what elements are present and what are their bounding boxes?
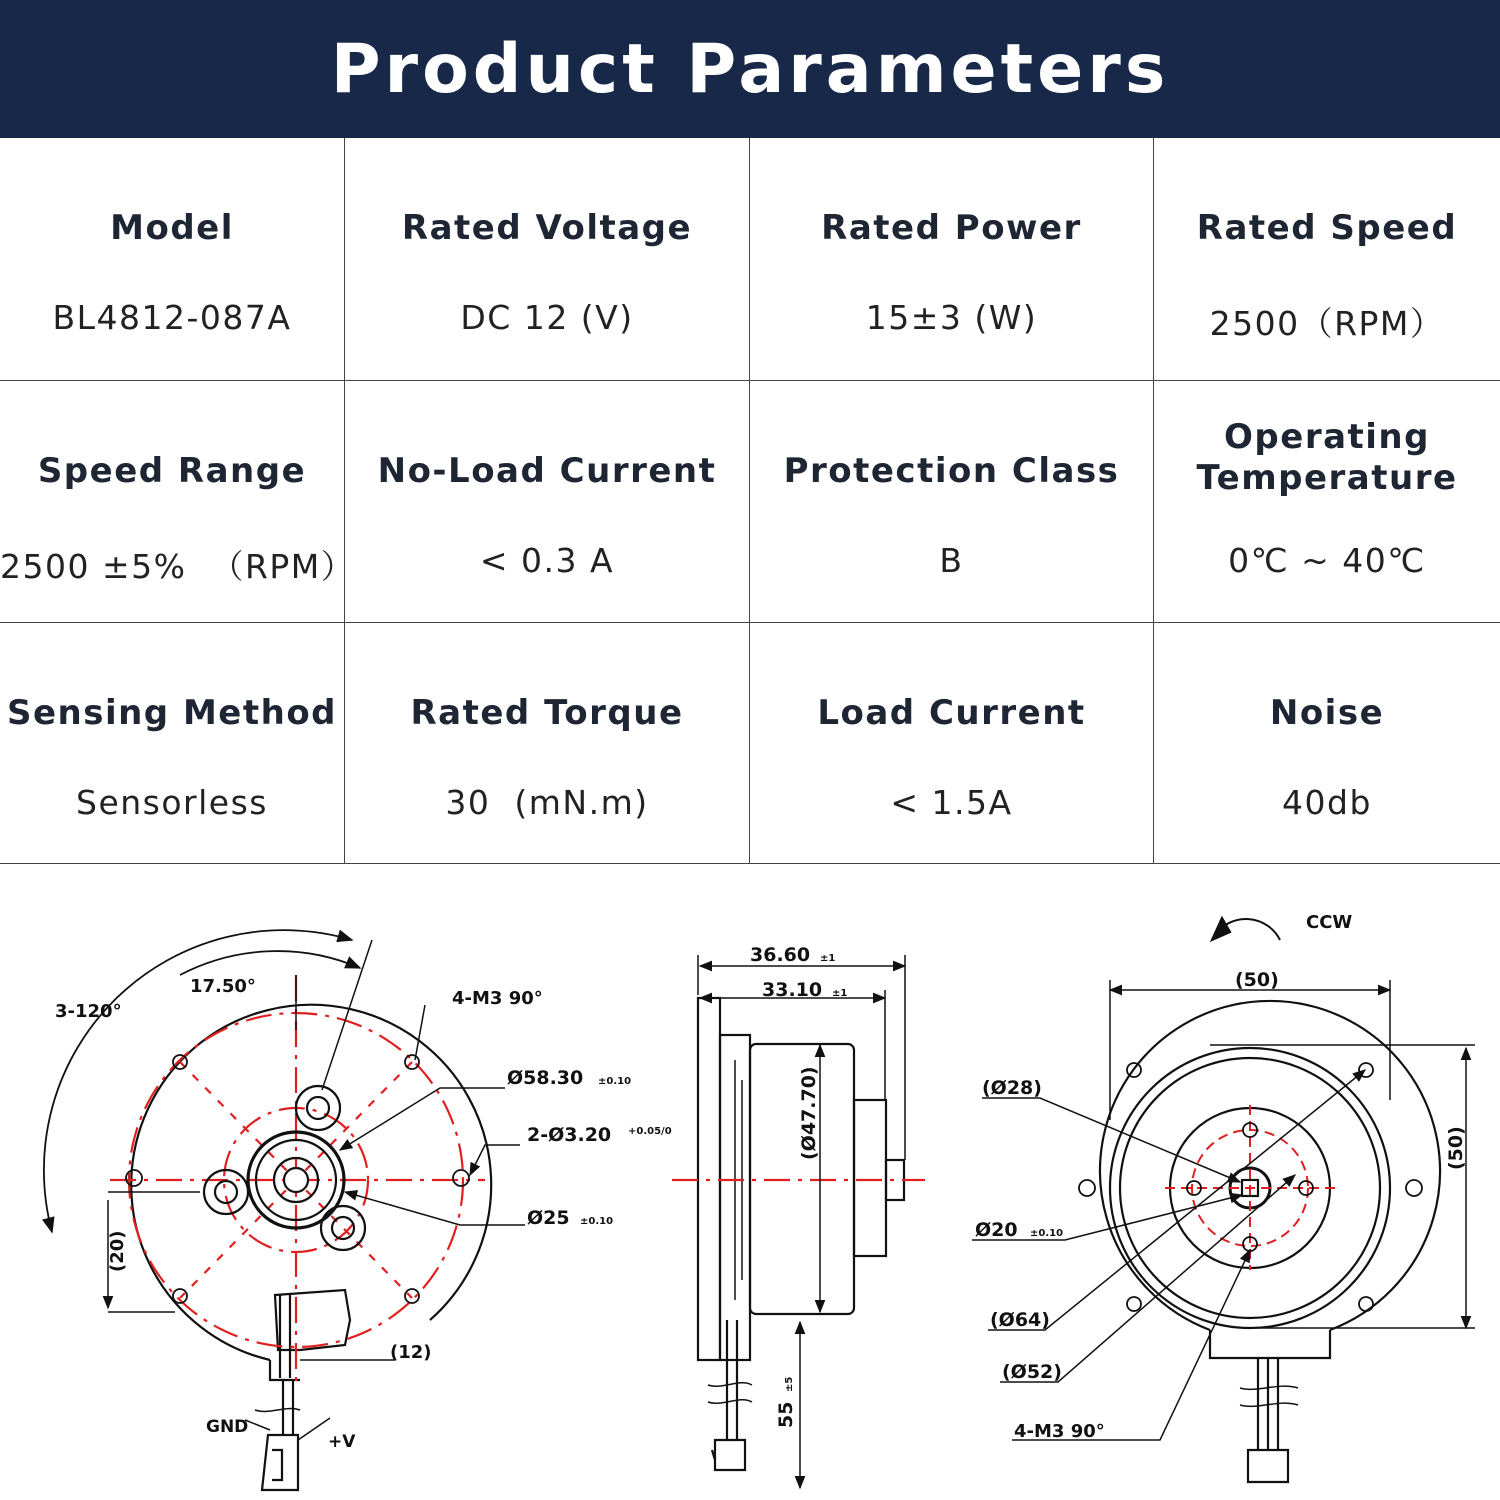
technical-drawings: [0, 866, 1500, 1500]
side-view-labels: [750, 944, 847, 1428]
front-gnd-label: GND: [206, 1417, 249, 1437]
side-tol-36-60: ±1: [820, 953, 836, 964]
side-view-drawing: [672, 955, 925, 1488]
param-value: 2500 ±5% （RPM）: [0, 547, 356, 586]
param-label: Rated Speed: [1196, 208, 1458, 248]
param-label: Protection Class: [783, 451, 1120, 491]
side-dia-47-70: (Ø47.70): [798, 1066, 820, 1160]
param-label: No-Load Current: [377, 451, 717, 491]
rear-view-drawing: [972, 918, 1475, 1482]
param-value: < 0.3 A: [479, 541, 615, 580]
param-cell-operating-temperature: [1154, 381, 1500, 623]
param-cell-protection-class: [750, 381, 1154, 623]
param-cell-model: [0, 138, 345, 381]
param-value: DC 12 (V): [460, 298, 634, 337]
front-view-labels: [55, 976, 672, 1452]
side-tol-55: ±5: [784, 1376, 795, 1392]
side-len-36-60: 36.60: [750, 944, 811, 966]
param-value: 40db: [1282, 783, 1372, 822]
param-value: BL4812-087A: [52, 298, 292, 337]
front-plus-v-label: +V: [328, 1432, 356, 1452]
param-cell-rated-speed: [1154, 138, 1500, 381]
param-value: 0℃ ~ 40℃: [1228, 541, 1426, 580]
front-angle-3-120: 3-120°: [55, 1001, 122, 1022]
side-len-55: 55: [775, 1401, 797, 1428]
param-cell-rated-torque: [345, 623, 750, 864]
param-cell-sensing-method: [0, 623, 345, 864]
front-dia-58-30: Ø58.30: [507, 1067, 584, 1089]
param-label: Speed Range: [37, 451, 307, 491]
side-len-33-10: 33.10: [762, 979, 823, 1001]
front-tol-58-30: ±0.10: [598, 1076, 632, 1087]
page-title: Product Parameters: [330, 29, 1170, 109]
param-label: Operating Temperature: [1196, 417, 1458, 498]
front-tol-25: ±0.10: [580, 1216, 614, 1227]
rear-tol-20: ±0.10: [1030, 1228, 1064, 1239]
param-label: Rated Torque: [410, 693, 684, 733]
rear-view-labels: [975, 912, 1467, 1442]
front-tol-3-20: +0.05/0: [628, 1126, 672, 1137]
param-label: Rated Voltage: [401, 208, 693, 248]
front-dim-12: (12): [390, 1342, 432, 1363]
param-value: 2500（RPM）: [1209, 304, 1445, 343]
param-value: Sensorless: [76, 783, 268, 822]
rear-m3-holes: 4-M3 90°: [1014, 1421, 1105, 1442]
rear-dim-50-top: (50): [1235, 969, 1279, 991]
param-value: < 1.5A: [890, 783, 1013, 822]
rear-dim-50-side: (50): [1445, 1126, 1467, 1170]
header-banner: [0, 0, 1500, 138]
rear-dia-64: (Ø64): [990, 1309, 1050, 1331]
rear-dia-28: (Ø28): [982, 1077, 1042, 1099]
param-label: Sensing Method: [6, 693, 338, 733]
param-cell-rated-power: [750, 138, 1154, 381]
param-label: Load Current: [817, 693, 1086, 733]
param-label: Model: [110, 208, 234, 248]
front-holes-3-20: 2-Ø3.20: [527, 1124, 612, 1146]
rear-rotation-ccw: CCW: [1306, 912, 1353, 933]
param-value: 30 (mN.m): [445, 783, 649, 822]
front-angle-17-50: 17.50°: [190, 976, 256, 997]
param-label: Rated Power: [821, 208, 1082, 248]
front-m3-holes: 4-M3 90°: [452, 988, 543, 1009]
param-label: Noise: [1269, 693, 1385, 733]
rear-dia-20: Ø20: [975, 1219, 1018, 1241]
param-cell-rated-voltage: [345, 138, 750, 381]
side-tol-33-10: ±1: [832, 988, 848, 999]
param-cell-no-load-current: [345, 381, 750, 623]
param-cell-speed-range: [0, 381, 356, 623]
front-dia-25: Ø25: [527, 1207, 570, 1229]
param-cell-load-current: [750, 623, 1154, 864]
param-value: B: [939, 541, 964, 580]
front-dim-20: (20): [107, 1230, 128, 1272]
param-cell-noise: [1154, 623, 1500, 864]
parameters-table: [0, 138, 1500, 864]
rear-dia-52: (Ø52): [1002, 1361, 1062, 1383]
param-value: 15±3 (W): [865, 298, 1038, 337]
